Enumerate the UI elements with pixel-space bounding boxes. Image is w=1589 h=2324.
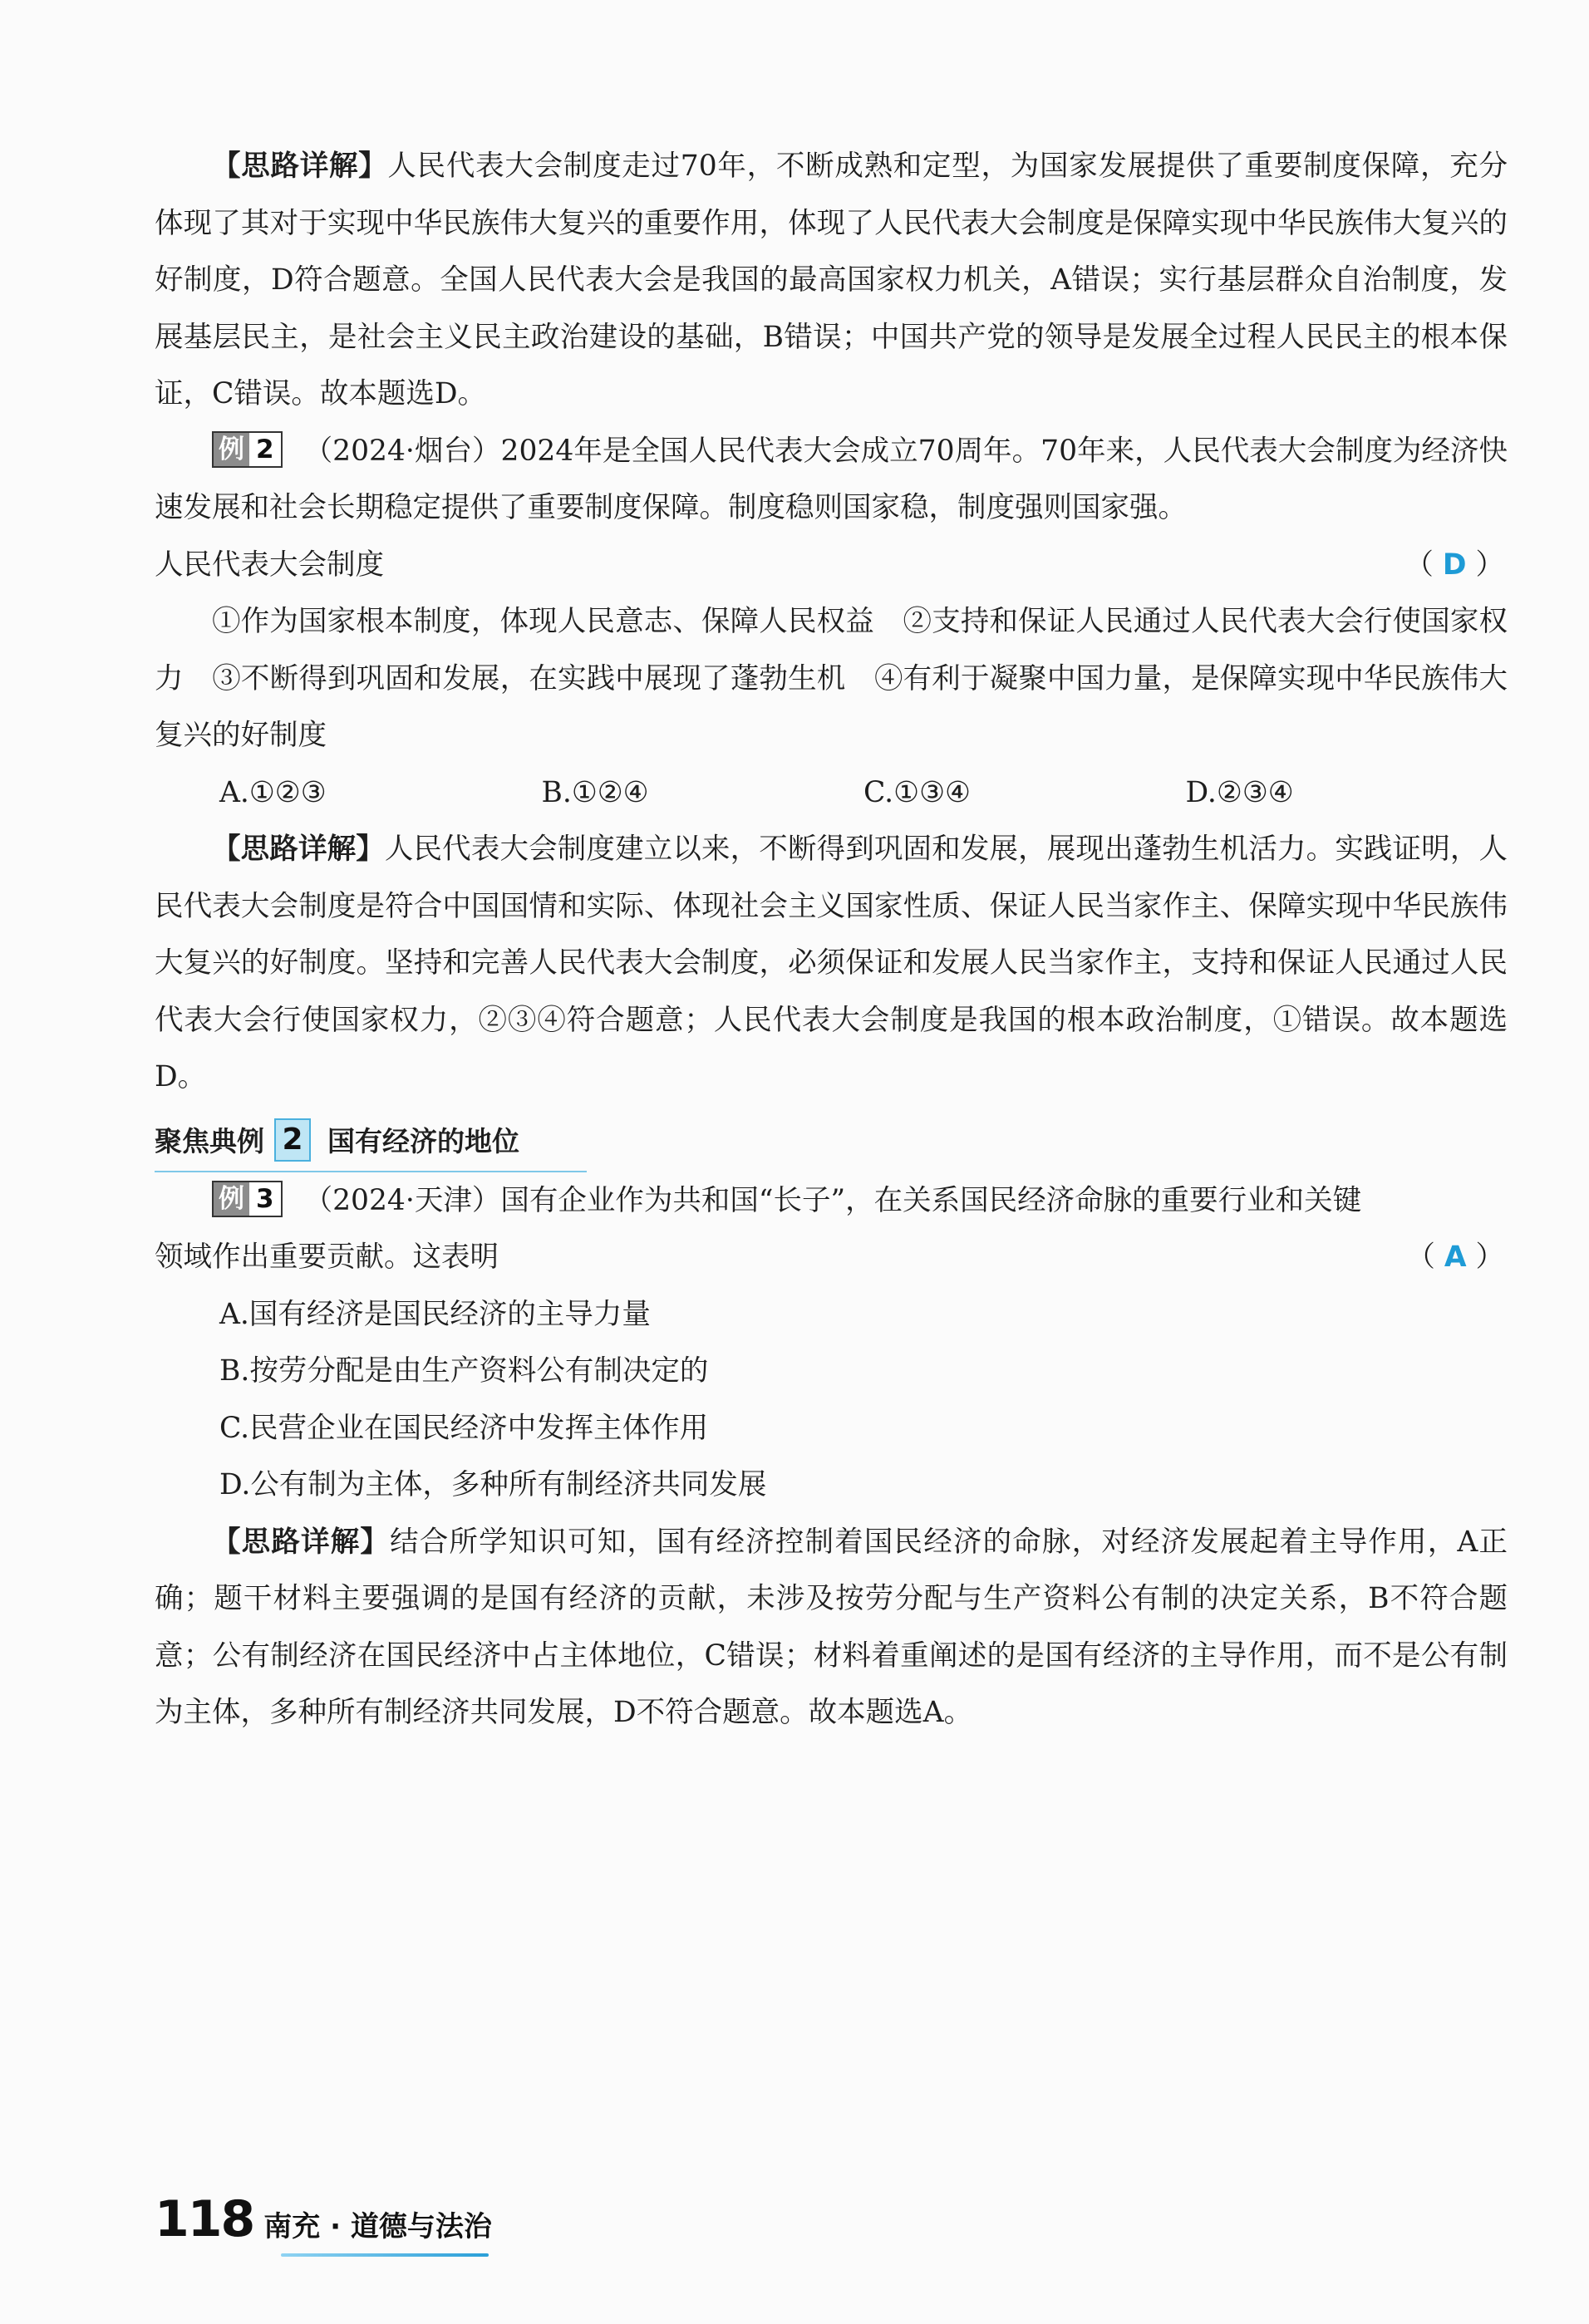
- example-2-options: [155, 764, 1508, 822]
- example-2-stem-text: （2024·烟台）2024年是全国人民代表大会成立70周年。70年来，人民代表大会制度为经济快速发展和社会长期稳定提供了重要制度保障。制度稳则国家稳，制度强则国家强。: [155, 434, 1508, 524]
- option-d: D.②③④: [1185, 775, 1294, 809]
- answer-letter: A: [1444, 1241, 1467, 1274]
- section-number-badge: 2: [274, 1118, 311, 1162]
- bracket-open: （: [1405, 548, 1443, 582]
- option-b: B.按劳分配是由生产资料公有制决定的: [219, 1354, 709, 1388]
- analysis-label: 【思路详解】: [212, 1525, 391, 1559]
- example-3-answer-line: [155, 1229, 1508, 1286]
- bracket-close: ）: [1466, 1241, 1504, 1274]
- page-content: [155, 138, 1508, 1742]
- analysis-label: 【思路详解】: [212, 833, 385, 866]
- option-d: D.公有制为主体，多种所有制经济共同发展: [219, 1468, 767, 1501]
- analysis-paragraph-2: [155, 821, 1508, 1106]
- example-3-stem-text: （2024·天津）国有企业作为共和国“长子”，在关系国民经济命脉的重要行业和关键: [303, 1183, 1362, 1217]
- example-badge: [212, 431, 283, 468]
- answer-bracket: [1405, 537, 1504, 594]
- option-b: B.①②④: [541, 775, 649, 809]
- example-2-stem: [155, 423, 1508, 537]
- analysis-paragraph-3: [155, 1514, 1508, 1742]
- example-number: 3: [249, 1182, 281, 1216]
- example-3-stem-tail: 领域作出重要贡献。这表明: [155, 1241, 499, 1274]
- answer-bracket: [1406, 1229, 1504, 1286]
- option-c: C.①③④: [863, 775, 971, 809]
- answer-letter: D: [1442, 548, 1467, 582]
- option-a: A.国有经济是国民经济的主导力量: [219, 1297, 651, 1331]
- example-3: [155, 1172, 1508, 1742]
- section-heading: [155, 1109, 587, 1172]
- bracket-open: （: [1406, 1241, 1444, 1274]
- example-3-stem: [155, 1172, 1508, 1230]
- section-prefix: 聚焦典例: [155, 1125, 264, 1157]
- page-footer: [155, 2190, 492, 2248]
- book-title: 南充 · 道德与法治: [263, 2210, 492, 2243]
- analysis-label: 【思路详解】: [212, 150, 388, 183]
- example-badge: [212, 1181, 283, 1217]
- example-word: 例: [214, 433, 249, 466]
- analysis-text: 结合所学知识可知，国有经济控制着国民经济的命脉，对经济发展起着主导作用，A正确；题干材料主要强调的是国有经济的贡献，未涉及按劳分配与生产资料公有制的决定关系，B不符合题意；公有制经济在国民经济中占主体地位，C错误；材料着重阐述的是国有经济的主导作用，而不是公有制为主体，多种所有制经济共同发展，D不符合题意。故本题选A。: [155, 1525, 1508, 1729]
- example-2: [155, 423, 1508, 1106]
- example-number: 2: [249, 433, 281, 466]
- page-number: 118: [155, 2190, 254, 2248]
- example-2-answer-line: [155, 537, 1508, 594]
- bracket-close: ）: [1466, 548, 1504, 582]
- footer-underline: [281, 2253, 489, 2257]
- example-2-statements: ①作为国家根本制度，体现人民意志、保障人民权益 ②支持和保证人民通过人民代表大会行使国家权力 ③不断得到巩固和发展，在实践中展现了蓬勃生机 ④有利于凝聚中国力量，是保障实现中华民族伟大复兴的好制度: [155, 605, 1508, 752]
- option-c: C.民营企业在国民经济中发挥主体作用: [219, 1411, 709, 1445]
- example-2-stem-tail: 人民代表大会制度: [155, 548, 384, 582]
- analysis-paragraph-1: [155, 138, 1508, 423]
- analysis-text: 人民代表大会制度建立以来，不断得到巩固和发展，展现出蓬勃生机活力。实践证明，人民代表大会制度是符合中国国情和实际、体现社会主义国家性质、保证人民当家作主、保障实现中华民族伟大复兴的好制度。坚持和完善人民代表大会制度，必须保证和发展人民当家作主，支持和保证人民通过人民代表大会行使国家权力，②③④符合题意；人民代表大会制度是我国的根本政治制度，①错误。故本题选D。: [155, 833, 1508, 1093]
- example-word: 例: [214, 1182, 249, 1216]
- option-a: A.①②③: [219, 775, 327, 809]
- section-title: 国有经济的地位: [327, 1125, 519, 1157]
- analysis-text: 人民代表大会制度走过70年，不断成熟和定型，为国家发展提供了重要制度保障，充分体现了其对于实现中华民族伟大复兴的重要作用，体现了人民代表大会制度是保障实现中华民族伟大复兴的好制度，D符合题意。全国人民代表大会是我国的最高国家权力机关，A错误；实行基层群众自治制度，发展基层民主，是社会主义民主政治建设的基础，B错误；中国共产党的领导是发展全过程人民民主的根本保证，C错误。故本题选D。: [155, 150, 1508, 410]
